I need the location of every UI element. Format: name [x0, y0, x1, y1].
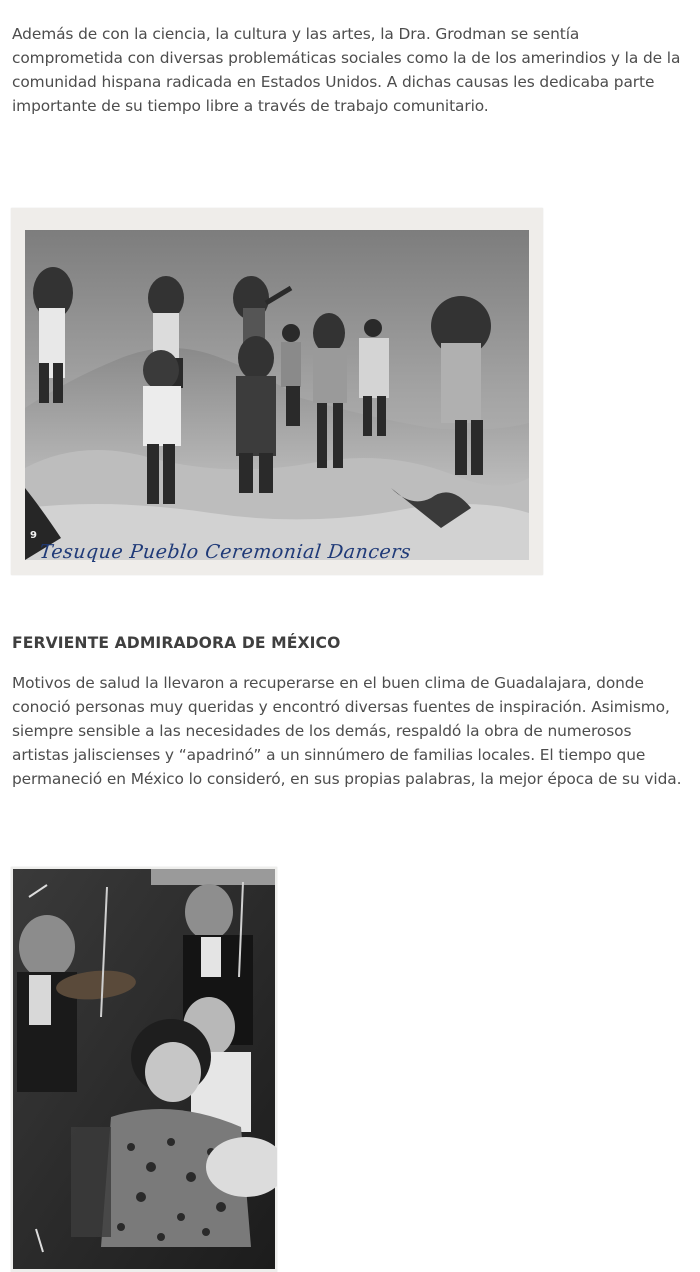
handwritten-caption: Tesuque Pueblo Ceremonial Dancers — [38, 541, 413, 563]
mexico-musicians-photo-image — [11, 867, 277, 1272]
section-heading: FERVIENTE ADMIRADORA DE MÉXICO — [12, 634, 341, 652]
mexico-musicians-photo — [11, 867, 277, 1272]
intro-paragraph: Además de con la ciencia, la cultura y las artes, la Dra. Grodman se sentía comprometida con diversas problemáticas sociales como la de los amerindios y la de la comunidad hispana radicada en Estados Unidos. A dichas causas les dedicaba parte importante de su tiempo libre a través de trabajo comunitario. — [12, 25, 681, 115]
photo-number: 9 — [30, 530, 37, 541]
mexico-paragraph: Motivos de salud la llevaron a recuperarse en el buen clima de Guadalajara, donde conoció personas muy queridas y encontró diversas fuentes de inspiración. Asimismo, siempre sensible a las necesidades de los demás, respaldó la obra de numerosos artistas jaliscienses y “apadrinó” a un sinnúmero de familias locales. El tiempo que permaneció en México lo consideró, en sus propias palabras, la mejor época de su vida. — [12, 674, 682, 788]
ceremonial-dancers-photo-image — [11, 208, 543, 575]
ceremonial-dancers-photo — [11, 208, 543, 575]
